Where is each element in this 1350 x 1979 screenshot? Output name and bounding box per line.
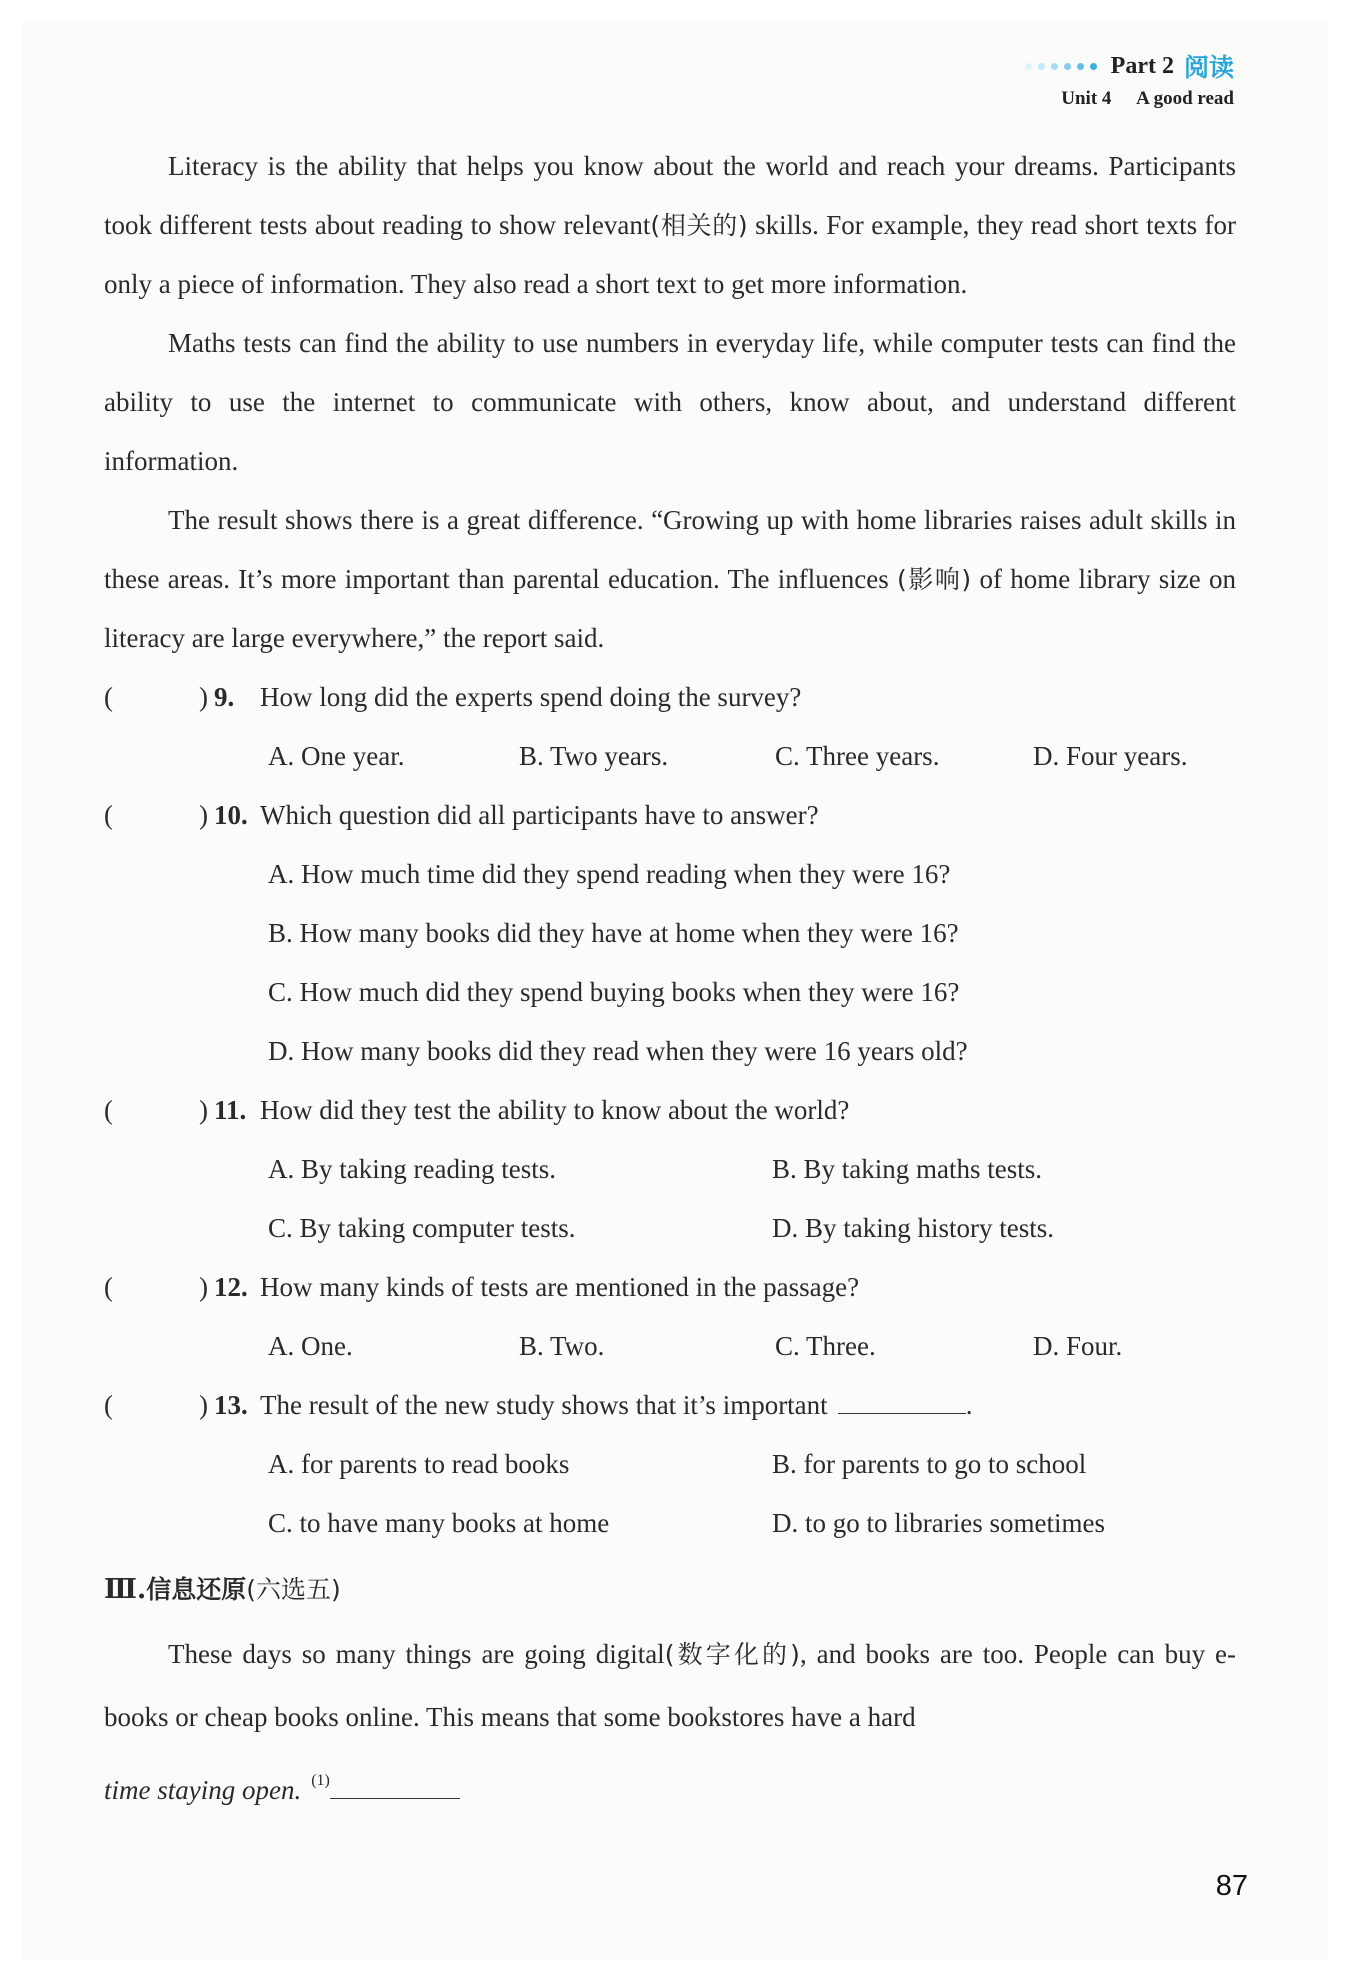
unit-label: Unit 4	[1061, 88, 1112, 109]
option: B. Two years.	[519, 741, 669, 771]
question-11	[104, 1081, 1236, 1140]
question-number: 13.	[214, 1390, 248, 1420]
paragraph: These days so many things are going digital(数字化的), and books are too. People can buy e-books or cheap books online. This means that some bookstores have a hard	[104, 1639, 1236, 1732]
option: D. Four years.	[1033, 741, 1188, 771]
question-number: 9.	[214, 682, 235, 712]
question-number: 11.	[214, 1095, 247, 1125]
paragraph: Literacy is the ability that helps you know about the world and reach your dreams. Participants took different tests about reading to show relevant(相关的) skills. For example, they read short texts for only a piece of information. They also read a short text to get more information.	[104, 151, 1237, 299]
part-label: Part 2	[1110, 52, 1174, 79]
answer-blank[interactable]: ( )	[104, 1390, 208, 1420]
option: C. Three.	[775, 1331, 876, 1361]
fill-blank[interactable]	[838, 1389, 966, 1414]
paragraph: The result shows there is a great difference. “Growing up with home libraries raises adult skills in these areas. It’s more important than parental education. The influences (影响) of home library size on literacy are large everywhere,” the report said.	[104, 505, 1236, 653]
options	[104, 845, 1236, 1081]
question-text: How did they test the ability to know about the world?	[260, 1095, 850, 1125]
dot	[1025, 63, 1032, 70]
question-number: 12.	[214, 1272, 248, 1302]
section-name: 信息还原	[146, 1575, 247, 1604]
option: D. Four.	[1033, 1331, 1123, 1361]
option: D. to go to libraries sometimes	[772, 1508, 1105, 1538]
question-text: How many kinds of tests are mentioned in the passage?	[260, 1272, 860, 1302]
option: B. for parents to go to school	[772, 1449, 1087, 1479]
part-cn-label: 阅读	[1183, 53, 1234, 82]
question-text: The result of the new study shows that it’s important .	[260, 1390, 973, 1420]
dot	[1090, 63, 1097, 70]
answer-blank[interactable]: ( )	[104, 682, 208, 712]
option: A. One year.	[268, 741, 405, 771]
option: D. By taking history tests.	[772, 1213, 1054, 1243]
options	[104, 1140, 1236, 1258]
section-number: Ⅲ.	[104, 1574, 147, 1605]
options	[104, 727, 1236, 786]
dot	[1064, 63, 1071, 70]
page-number: 87	[1215, 1870, 1248, 1902]
page-header	[1025, 48, 1234, 110]
option: A. How much time did they spend reading when they were 16?	[268, 859, 951, 889]
answer-blank[interactable]: ( )	[104, 1095, 208, 1125]
question-number: 10.	[214, 800, 248, 830]
decorative-dots	[1025, 63, 1097, 70]
option: B. Two.	[519, 1331, 605, 1361]
option: C. By taking computer tests.	[268, 1213, 576, 1243]
options	[104, 1435, 1236, 1553]
section-title	[104, 1557, 1236, 1623]
answer-blank[interactable]: ( )	[104, 1272, 208, 1302]
option: D. How many books did they read when they were 16 years old?	[268, 1036, 968, 1066]
option: C. to have many books at home	[268, 1508, 610, 1538]
fill-blank[interactable]	[330, 1774, 460, 1799]
blank-number: (1)	[311, 1772, 330, 1789]
option: C. How much did they spend buying books when they were 16?	[268, 977, 960, 1007]
options	[104, 1317, 1236, 1376]
option: A. By taking reading tests.	[268, 1154, 556, 1184]
option: B. How many books did they have at home when they were 16?	[268, 918, 959, 948]
question-13	[104, 1376, 1236, 1435]
dot	[1051, 63, 1058, 70]
paragraph: Maths tests can find the ability to use numbers in everyday life, while computer tests can find the ability to use the internet to communicate with others, know about, and understand different information.	[104, 328, 1236, 476]
option: A. One.	[268, 1331, 353, 1361]
main-content	[104, 137, 1236, 1822]
question-9	[104, 668, 1236, 727]
question-12	[104, 1258, 1236, 1317]
option: A. for parents to read books	[268, 1449, 570, 1479]
question-text: Which question did all participants have to answer?	[260, 800, 819, 830]
paragraph-last-line: time staying open. $^{(1)}$	[104, 1749, 1236, 1822]
option: C. Three years.	[775, 741, 940, 771]
dot	[1077, 63, 1084, 70]
question-text: How long did the experts spend doing the survey?	[260, 682, 802, 712]
answer-blank[interactable]: ( )	[104, 800, 208, 830]
dot	[1038, 63, 1045, 70]
question-10	[104, 786, 1236, 845]
option: B. By taking maths tests.	[772, 1154, 1042, 1184]
unit-title: A good read	[1136, 88, 1234, 109]
section-subtitle: (六选五)	[246, 1575, 341, 1604]
